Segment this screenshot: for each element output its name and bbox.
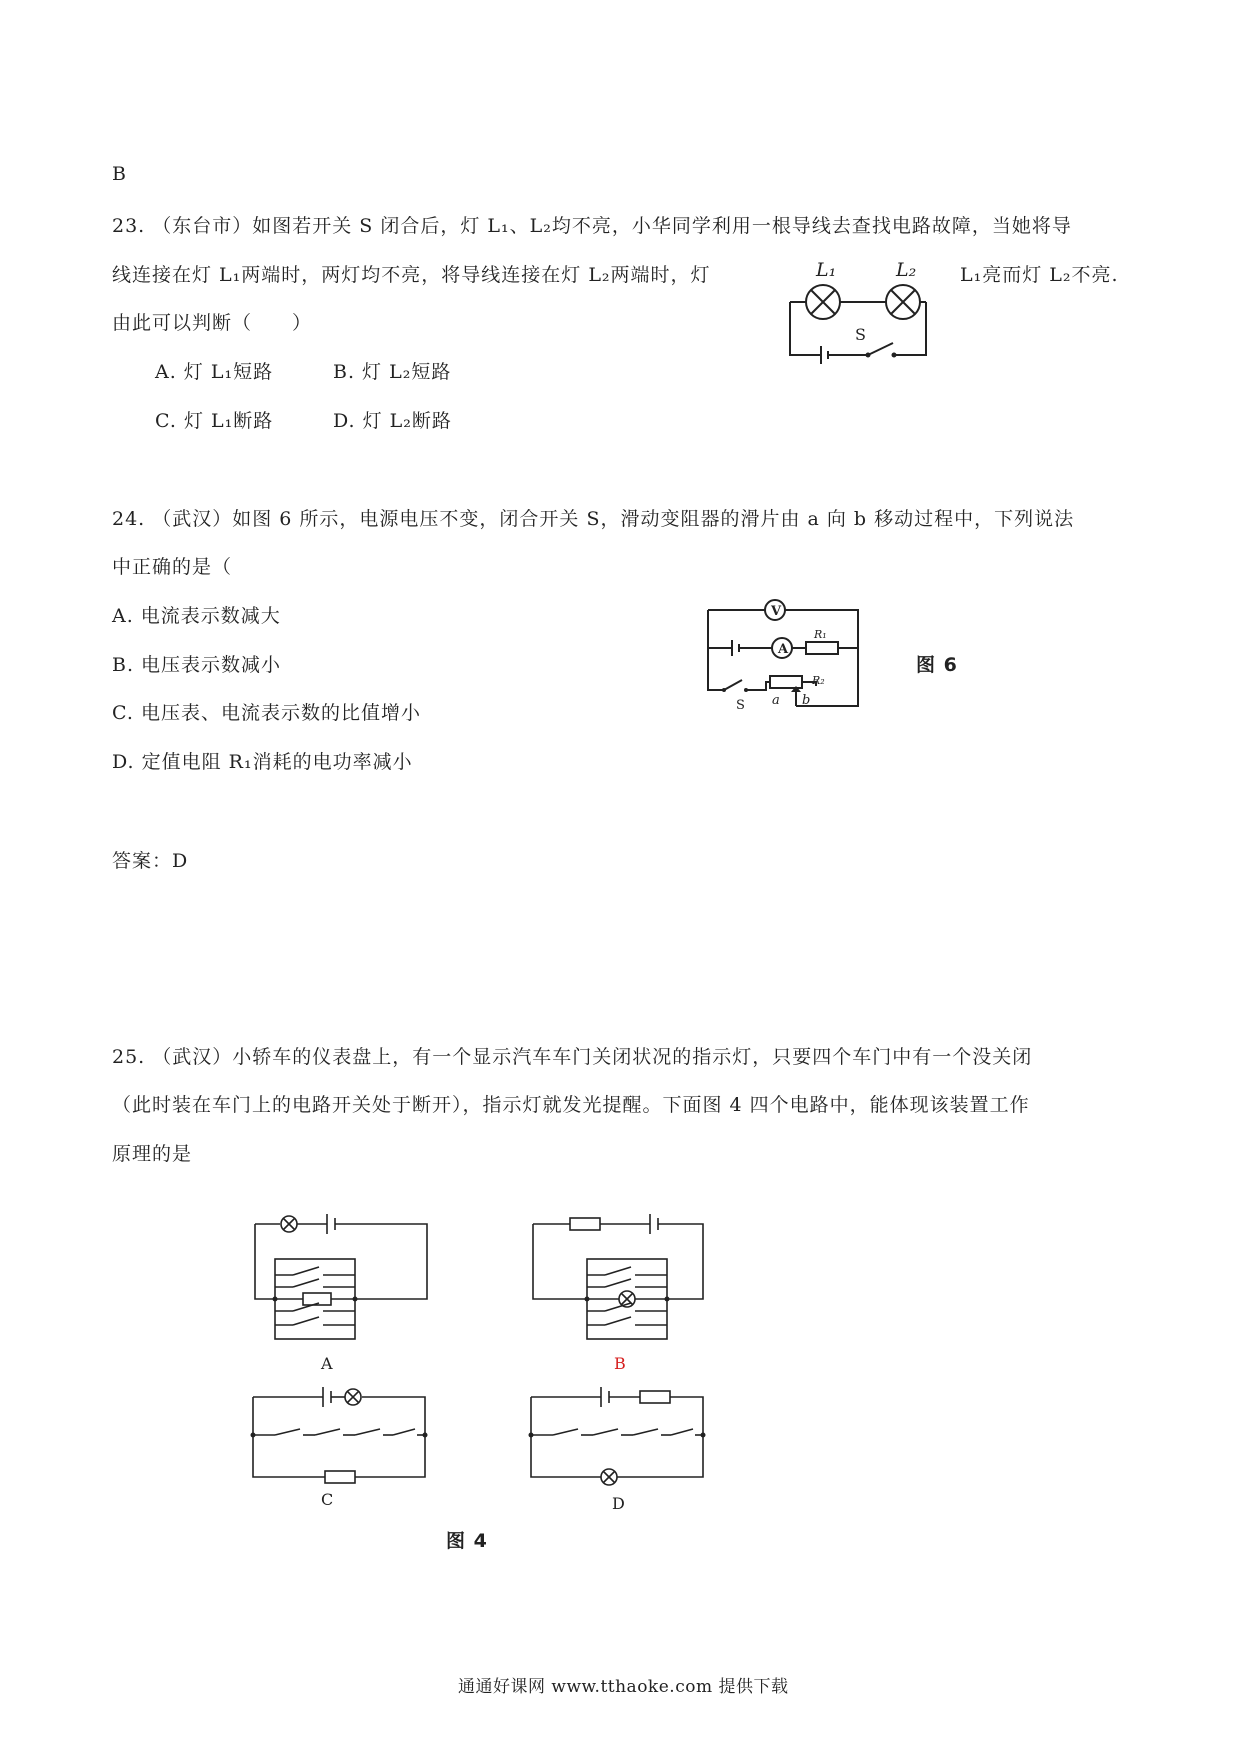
q23-circuit-figure (778, 254, 943, 371)
q24-label-a: a (772, 693, 780, 708)
q24-option-c: C. 电压表、电流表示数的比值增小 (112, 702, 421, 724)
q23-line3: 由此可以判断（ ） (112, 312, 313, 334)
q24-ammeter-label: A (778, 642, 789, 657)
q23-line1: 23. （东台市）如图若开关 S 闭合后，灯 L₁、L₂均不亮，小华同学利用一根导线去查找电路故障，当她将导 (112, 215, 1072, 237)
q23-line2a: 线连接在灯 L₁两端时，两灯均不亮，将导线连接在灯 L₂两端时，灯 (112, 264, 711, 286)
q23-option-d: D. 灯 L₂断路 (333, 410, 452, 432)
q23-label-l2: L₂ (896, 259, 917, 281)
page-footer: 通通好课网 www.tthaoke.com 提供下载 (458, 1677, 789, 1697)
q24-label-r2: R₂ (812, 674, 825, 687)
q24-circuit-figure (694, 588, 890, 729)
q24-label-s: S (736, 698, 745, 713)
q24-voltmeter-label: V (771, 604, 782, 619)
q25-label-c: C (321, 1490, 334, 1509)
q24-option-d: D. 定值电阻 R₁消耗的电功率减小 (112, 751, 413, 773)
q23-option-a: A. 灯 L₁短路 (155, 361, 274, 383)
q25-label-b: B (614, 1354, 626, 1373)
q23-option-b: B. 灯 L₂短路 (333, 361, 452, 383)
q25-line2: （此时装在车门上的电路开关处于断开），指示灯就发光提醒。下面图 4 四个电路中，能体现该装置工作 (112, 1094, 1030, 1116)
previous-answer: B (112, 163, 127, 185)
q24-line2: 中正确的是（ (112, 556, 233, 578)
q24-label-r1: R₁ (814, 628, 827, 641)
q24-label-b: b (802, 693, 811, 708)
q25-circuits-figure (225, 1187, 723, 1520)
q25-line3: 原理的是 (112, 1143, 193, 1165)
q25-label-d: D (612, 1494, 625, 1513)
q24-line1: 24. （武汉）如图 6 所示，电源电压不变，闭合开关 S，滑动变阻器的滑片由 a 向 b 移动过程中，下列说法 (112, 508, 1075, 530)
q25-line1: 25. （武汉）小轿车的仪表盘上，有一个显示汽车车门关闭状况的指示灯，只要四个车门中有一个没关闭 (112, 1046, 1033, 1068)
q24-option-b: B. 电压表示数减小 (112, 654, 282, 676)
q23-option-c: C. 灯 L₁断路 (155, 410, 274, 432)
q23-line2b: L₁亮而灯 L₂不亮. (960, 264, 1119, 286)
q24-figure-caption: 图 6 (916, 654, 958, 676)
q24-answer: 答案：D (112, 850, 189, 872)
q23-label-l1: L₁ (816, 259, 837, 281)
q24-option-a: A. 电流表示数减大 (112, 605, 281, 627)
q25-figure-caption: 图 4 (446, 1530, 488, 1552)
q23-label-s: S (855, 325, 866, 344)
q25-label-a: A (321, 1354, 333, 1373)
